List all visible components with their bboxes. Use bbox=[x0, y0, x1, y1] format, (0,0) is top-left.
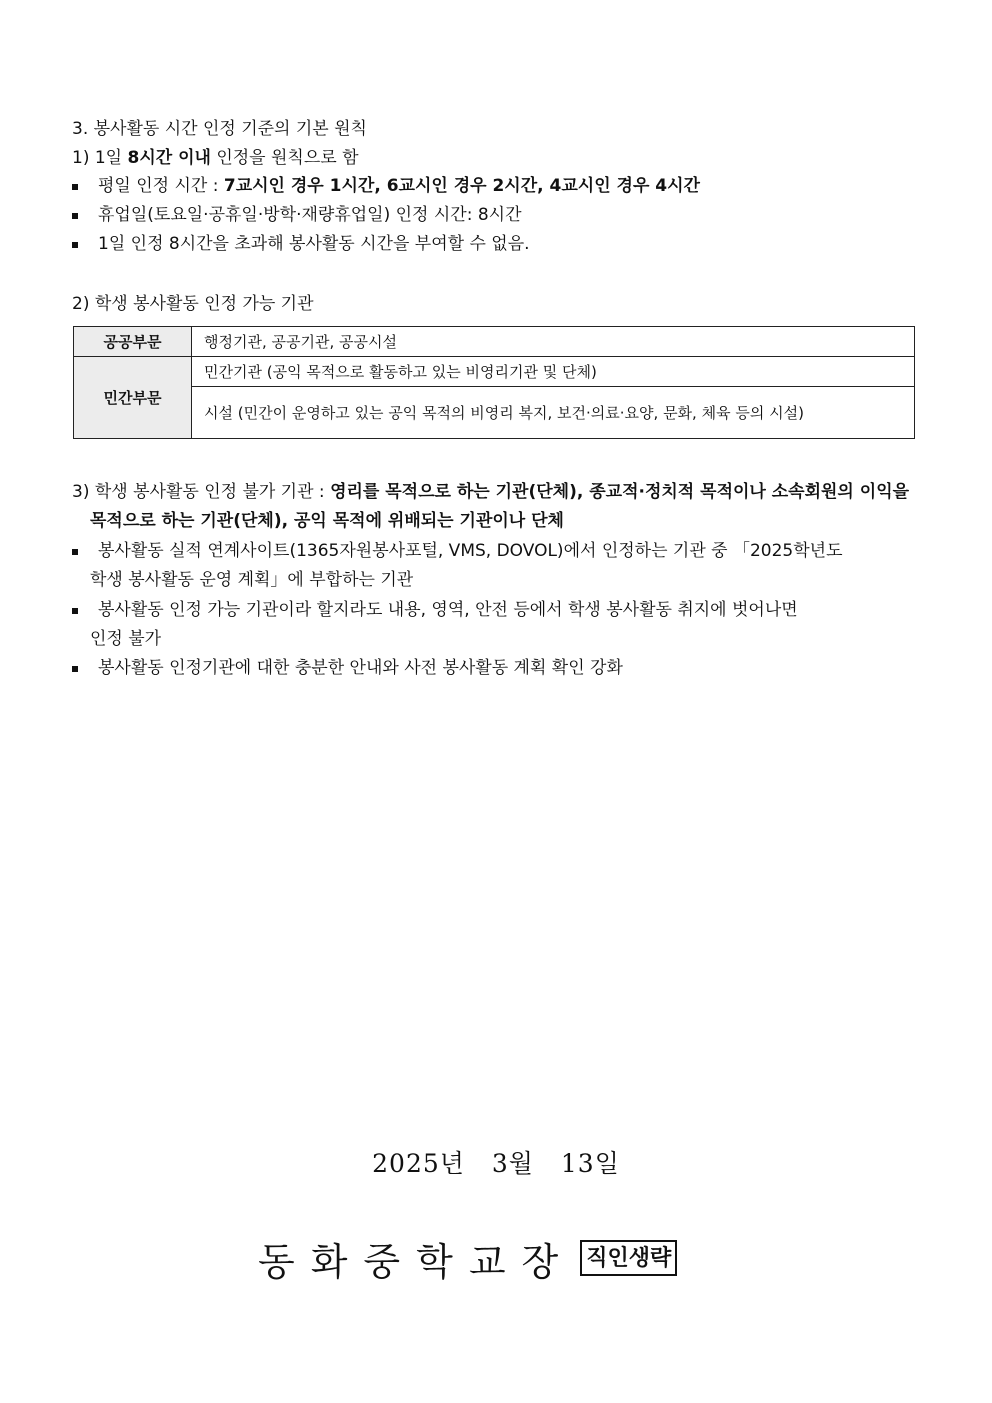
table-row bbox=[74, 387, 915, 439]
rule-1 bbox=[72, 146, 359, 170]
bullet-text-line-2: 인정 불가 bbox=[90, 629, 162, 649]
bullet-text: 1일 인정 8시간을 초과해 봉사활동 시간을 부여할 수 없음. bbox=[98, 234, 530, 254]
rule-3-line-2: 목적으로 하는 기관(단체), 공익 목적에 위배되는 기관이나 단체 bbox=[90, 511, 564, 531]
bullet-square-icon bbox=[72, 213, 78, 219]
bullet-square-icon bbox=[72, 184, 78, 190]
bullet-plain: 평일 인정 시간 : bbox=[98, 176, 224, 196]
table-row bbox=[74, 357, 915, 387]
rule-3-prefix: 3) 학생 봉사활동 인정 불가 기관 : bbox=[72, 482, 331, 502]
bullet-square-icon bbox=[72, 549, 78, 555]
private-sector-value-1: 민간기관 (공익 목적으로 활동하고 있는 비영리기관 및 단체) bbox=[192, 357, 915, 387]
public-sector-value: 행정기관, 공공기관, 공공시설 bbox=[192, 327, 915, 357]
bullet-square-icon bbox=[72, 608, 78, 614]
rule-2-heading: 2) 학생 봉사활동 인정 가능 기관 bbox=[72, 294, 314, 314]
bullet-bold: 7교시인 경우 1시간, 6교시인 경우 2시간, 4교시인 경우 4시간 bbox=[223, 176, 700, 196]
school-principal-name: 동화중학교장 bbox=[258, 1239, 575, 1284]
private-sector-label: 민간부문 bbox=[74, 357, 192, 439]
bullet-text-line-1: 봉사활동 인정 가능 기관이라 할지라도 내용, 영역, 안전 등에서 학생 봉사활동 취지에 벗어나면 bbox=[98, 600, 798, 620]
bullet-square-icon bbox=[72, 242, 78, 248]
rule-1-prefix: 1) 1일 bbox=[72, 148, 128, 168]
institution-table bbox=[73, 326, 915, 439]
rule-3-bold-1: 영리를 목적으로 하는 기관(단체), 종교적·정치적 목적이나 소속회원의 이익을 bbox=[330, 482, 910, 502]
public-sector-label: 공공부문 bbox=[74, 327, 192, 357]
signature-block bbox=[258, 1230, 677, 1286]
bullet-text: 휴업일(토요일·공휴일·방학·재량휴업일) 인정 시간: 8시간 bbox=[98, 205, 522, 225]
bullet-text-line-1: 봉사활동 인정기관에 대한 충분한 안내와 사전 봉사활동 계획 확인 강화 bbox=[98, 658, 623, 678]
table-row bbox=[74, 327, 915, 357]
document-date: 2025년 3월 13일 bbox=[372, 1149, 620, 1178]
rule-3-line-1 bbox=[72, 480, 909, 504]
bullet-text-line-1: 봉사활동 실적 연계사이트(1365자원봉사포털, VMS, DOVOL)에서 인정하는 기관 중 「2025학년도 bbox=[98, 541, 843, 561]
private-sector-value-2: 시설 (민간이 운영하고 있는 공익 목적의 비영리 복지, 보건·의료·요양, 문화, 체육 등의 시설) bbox=[192, 387, 915, 439]
rule-1-bold: 8시간 이내 bbox=[127, 148, 211, 168]
seal-omitted-stamp: 직인생략 bbox=[580, 1240, 677, 1276]
bullet-text-line-2: 학생 봉사활동 운영 계획」에 부합하는 기관 bbox=[90, 570, 414, 590]
rule-1-suffix: 인정을 원칙으로 함 bbox=[210, 148, 359, 168]
bullet-square-icon bbox=[72, 666, 78, 672]
section-heading: 3. 봉사활동 시간 인정 기준의 기본 원칙 bbox=[72, 119, 367, 139]
